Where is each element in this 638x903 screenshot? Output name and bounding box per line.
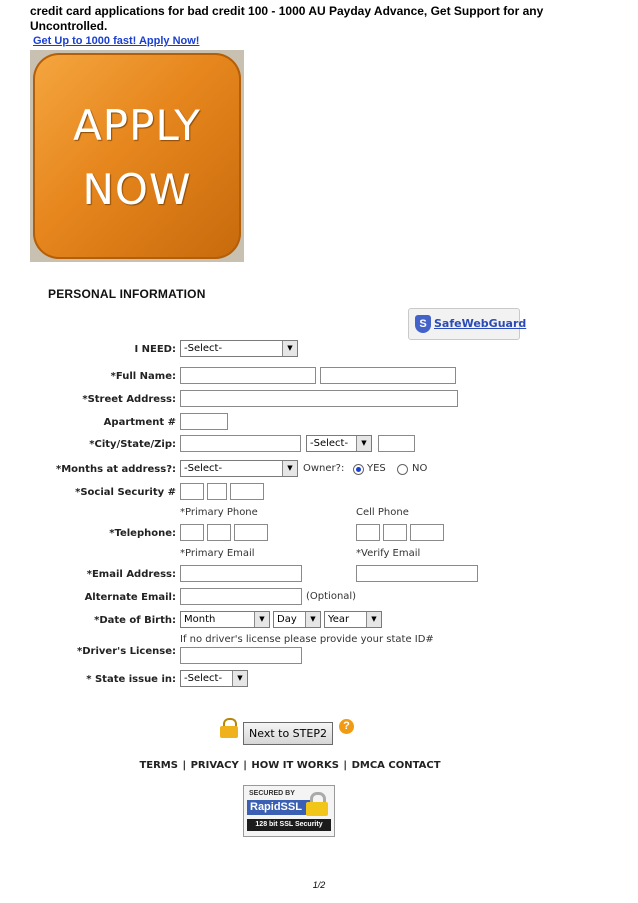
state-select-value: -Select- (310, 438, 349, 449)
apartment-label: Apartment # (103, 417, 176, 428)
drivers-license-label: *Driver's License: (77, 646, 176, 657)
apply-line-2: NOW (82, 165, 192, 214)
months-at-address-label: *Months at address?: (56, 464, 176, 475)
verify-email-label: *Verify Email (356, 548, 421, 559)
section-title: PERSONAL INFORMATION (48, 287, 206, 301)
first-name-input[interactable] (180, 367, 316, 384)
apartment-input[interactable] (180, 413, 228, 430)
cell-phone-label: Cell Phone (356, 507, 409, 518)
drivers-license-input[interactable] (180, 647, 302, 664)
months-select-value: -Select- (184, 463, 223, 474)
ssn-part2-input[interactable] (207, 483, 227, 500)
state-select[interactable] (306, 435, 372, 452)
primary-phone-area-input[interactable] (180, 524, 204, 541)
rapidssl-badge (243, 785, 335, 837)
cell-phone-area-input[interactable] (356, 524, 380, 541)
ssl-brand: RapidSSL (247, 800, 312, 815)
chevron-down-icon: ▼ (356, 436, 371, 451)
state-issue-select[interactable] (180, 670, 248, 687)
primary-email-label: *Primary Email (180, 548, 255, 559)
primary-phone-line-input[interactable] (234, 524, 268, 541)
owner-no-label: NO (412, 463, 428, 474)
padlock-icon (306, 792, 326, 816)
primary-phone-prefix-input[interactable] (207, 524, 231, 541)
next-step-button[interactable]: Next to STEP2 (243, 722, 333, 745)
full-name-label: *Full Name: (110, 371, 176, 382)
alternate-email-input[interactable] (180, 588, 302, 605)
email-address-label: *Email Address: (86, 569, 176, 580)
cell-phone-prefix-input[interactable] (383, 524, 407, 541)
cell-phone-line-input[interactable] (410, 524, 444, 541)
state-issue-label: * State issue in: (86, 674, 176, 685)
chevron-down-icon: ▼ (282, 341, 297, 356)
apply-line-1: APPLY (73, 101, 201, 150)
terms-link[interactable]: TERMS (139, 760, 178, 771)
apply-now-graphic[interactable] (30, 50, 244, 262)
city-state-zip-label: *City/State/Zip: (89, 439, 176, 450)
owner-no-radio[interactable] (397, 464, 408, 475)
dob-month-select[interactable] (180, 611, 270, 628)
license-hint: If no driver's license please provide your state ID# (180, 634, 434, 645)
privacy-link[interactable]: PRIVACY (190, 760, 239, 771)
last-name-input[interactable] (320, 367, 456, 384)
chevron-down-icon: ▼ (232, 671, 247, 686)
application-form (30, 280, 590, 840)
street-address-label: *Street Address: (82, 394, 176, 405)
dob-year-select[interactable] (324, 611, 382, 628)
street-address-input[interactable] (180, 390, 458, 407)
zip-input[interactable] (378, 435, 415, 452)
chevron-down-icon: ▼ (305, 612, 320, 627)
chevron-down-icon: ▼ (282, 461, 297, 476)
chevron-down-icon: ▼ (366, 612, 381, 627)
telephone-label: *Telephone: (109, 528, 176, 539)
alternate-email-label: Alternate Email: (84, 592, 176, 603)
how-it-works-link[interactable]: HOW IT WORKS (251, 760, 339, 771)
footer-links: TERMS | PRIVACY | HOW IT WORKS | DMCA CONTACT (139, 760, 441, 771)
dob-year-value: Year (328, 614, 350, 625)
optional-note: (Optional) (306, 591, 357, 602)
owner-yes-radio[interactable] (353, 464, 364, 475)
i-need-select-value: -Select- (184, 343, 223, 354)
ssl-strength: 128 bit SSL Security (247, 819, 331, 831)
dob-month-value: Month (184, 614, 216, 625)
document-title: credit card applications for bad credit 100 - 1000 AU Payday Advance, Get Support for any Uncontrolled. (30, 4, 544, 33)
help-icon[interactable]: ? (339, 719, 354, 734)
dob-label: *Date of Birth: (94, 615, 176, 626)
safewebguard-badge (408, 308, 527, 340)
i-need-select[interactable] (180, 340, 298, 357)
i-need-label: I NEED: (134, 344, 176, 355)
page-number: 1/2 (312, 880, 326, 890)
badge-text: SafeWebGuard (434, 317, 527, 330)
dob-day-select[interactable] (273, 611, 321, 628)
ssn-part1-input[interactable] (180, 483, 204, 500)
primary-email-input[interactable] (180, 565, 302, 582)
shield-icon: S (415, 315, 431, 333)
state-issue-value: -Select- (184, 673, 223, 684)
ssn-label: *Social Security # (75, 487, 176, 498)
lock-icon (220, 718, 238, 738)
dmca-contact-link[interactable]: DMCA CONTACT (351, 760, 441, 771)
owner-yes-label: YES (367, 463, 386, 474)
primary-phone-label: *Primary Phone (180, 507, 258, 518)
ssn-part3-input[interactable] (230, 483, 264, 500)
apply-link[interactable]: Get Up to 1000 fast! Apply Now! (33, 35, 200, 47)
city-input[interactable] (180, 435, 301, 452)
apply-now-button-image[interactable] (33, 53, 241, 259)
owner-label: Owner?: (303, 463, 345, 474)
ssl-secured-by: SECURED BY (249, 790, 295, 797)
dob-day-value: Day (277, 614, 297, 625)
months-select[interactable] (180, 460, 298, 477)
chevron-down-icon: ▼ (254, 612, 269, 627)
verify-email-input[interactable] (356, 565, 478, 582)
